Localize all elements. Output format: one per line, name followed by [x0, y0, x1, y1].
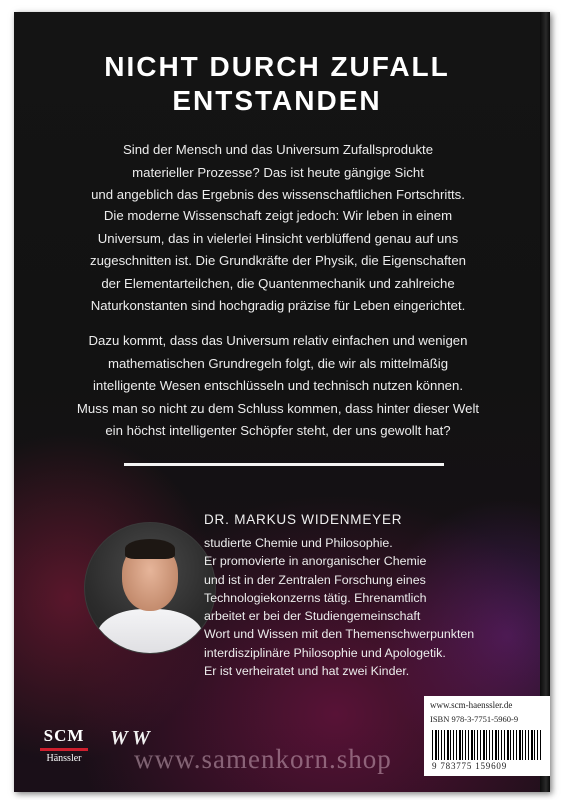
wort-und-wissen-logo: W W [110, 727, 150, 749]
author-bio-line: Er promovierte in anorganischer Chemie [204, 554, 427, 569]
scm-logo-subtext: Hänssler [46, 753, 82, 764]
author-name: DR. MARKUS WIDENMEYER [204, 512, 403, 527]
blurb-line: zugeschnitten ist. Die Grundkräfte der Physik, die Eigenschaften [89, 253, 467, 268]
author-bio-line: Wort und Wissen mit den Themenschwerpunkten [204, 627, 475, 642]
blurb-line: und angeblich das Ergebnis des wissenschaftlichen Fortschritts. [91, 187, 465, 202]
blurb-line: Naturkonstanten sind hochgradig präzise für Leben eingerichtet. [90, 298, 466, 313]
author-photo [84, 522, 216, 654]
blurb-line: Sind der Mensch und das Universum Zufallsprodukte [122, 142, 434, 157]
author-bio-line: arbeitet er bei der Studiengemeinschaft [204, 609, 421, 624]
cover-title [14, 50, 540, 118]
author-bio-line: interdisziplinäre Philosophie und Apologetik. [204, 645, 446, 660]
blurb-paragraph-2 [54, 205, 502, 318]
barcode-digits: 9 783775 159609 [432, 761, 507, 771]
author-bio-line: Er ist verheiratet und hat zwei Kinder. [204, 664, 410, 679]
scm-logo-bar [40, 748, 88, 751]
blurb-line: Dazu kommt, dass das Universum relativ einfachen und wenigen [88, 333, 468, 348]
scm-publisher-logo [36, 726, 92, 764]
blurb-line: Universum, das in vielerlei Hinsicht verblüffend genau auf uns [97, 230, 459, 246]
author-bio [204, 534, 474, 680]
author-bio-line: studierte Chemie und Philosophie. [204, 536, 393, 550]
publisher-url: www.scm-haenssler.de [430, 700, 513, 710]
author-photo-hair [125, 539, 175, 559]
blurb-line: mathematischen Grundregeln folgt, die wir als mittelmäßig [107, 355, 449, 371]
blurb-line: ein höchst intelligenter Schöpfer steht, der uns gewollt hat? [105, 423, 451, 438]
barcode-bars [432, 730, 542, 760]
blurb-line: Muss man so nicht zu dem Schluss kommen, dass hinter dieser Welt [76, 400, 480, 416]
blurb-line: der Elementarteilchen, die Quantenmechanik und zahlreiche [101, 275, 455, 291]
barcode-label [424, 696, 550, 776]
isbn-text: ISBN 978-3-7751-5960-9 [430, 714, 519, 724]
shop-watermark: www.samenkorn.shop [134, 744, 392, 774]
author-bio-line: Technologiekonzerns tätig. Ehrenamtlich [204, 590, 427, 605]
blurb-line: Die moderne Wissenschaft zeigt jedoch: Wir leben in einem [103, 208, 453, 223]
author-bio-line: und ist in der Zentralen Forschung eines [204, 572, 426, 587]
book-spine-edge [540, 12, 550, 792]
blurb-line: materieller Prozesse? Das ist heute gängige Sicht [132, 164, 424, 180]
author-photo-shirt [97, 609, 203, 654]
blurb-paragraph-1 [54, 139, 502, 207]
section-divider [124, 463, 444, 466]
cover-title-line-1: NICHT DURCH ZUFALL [104, 51, 450, 82]
blurb-line: intelligente Wesen entschlüsseln und technisch nutzen können. [93, 378, 463, 393]
book-back-cover [14, 12, 550, 792]
cover-title-line-2: ENTSTANDEN [172, 85, 382, 116]
scm-logo-text: SCM [43, 726, 85, 745]
blurb-paragraph-3 [54, 330, 502, 443]
